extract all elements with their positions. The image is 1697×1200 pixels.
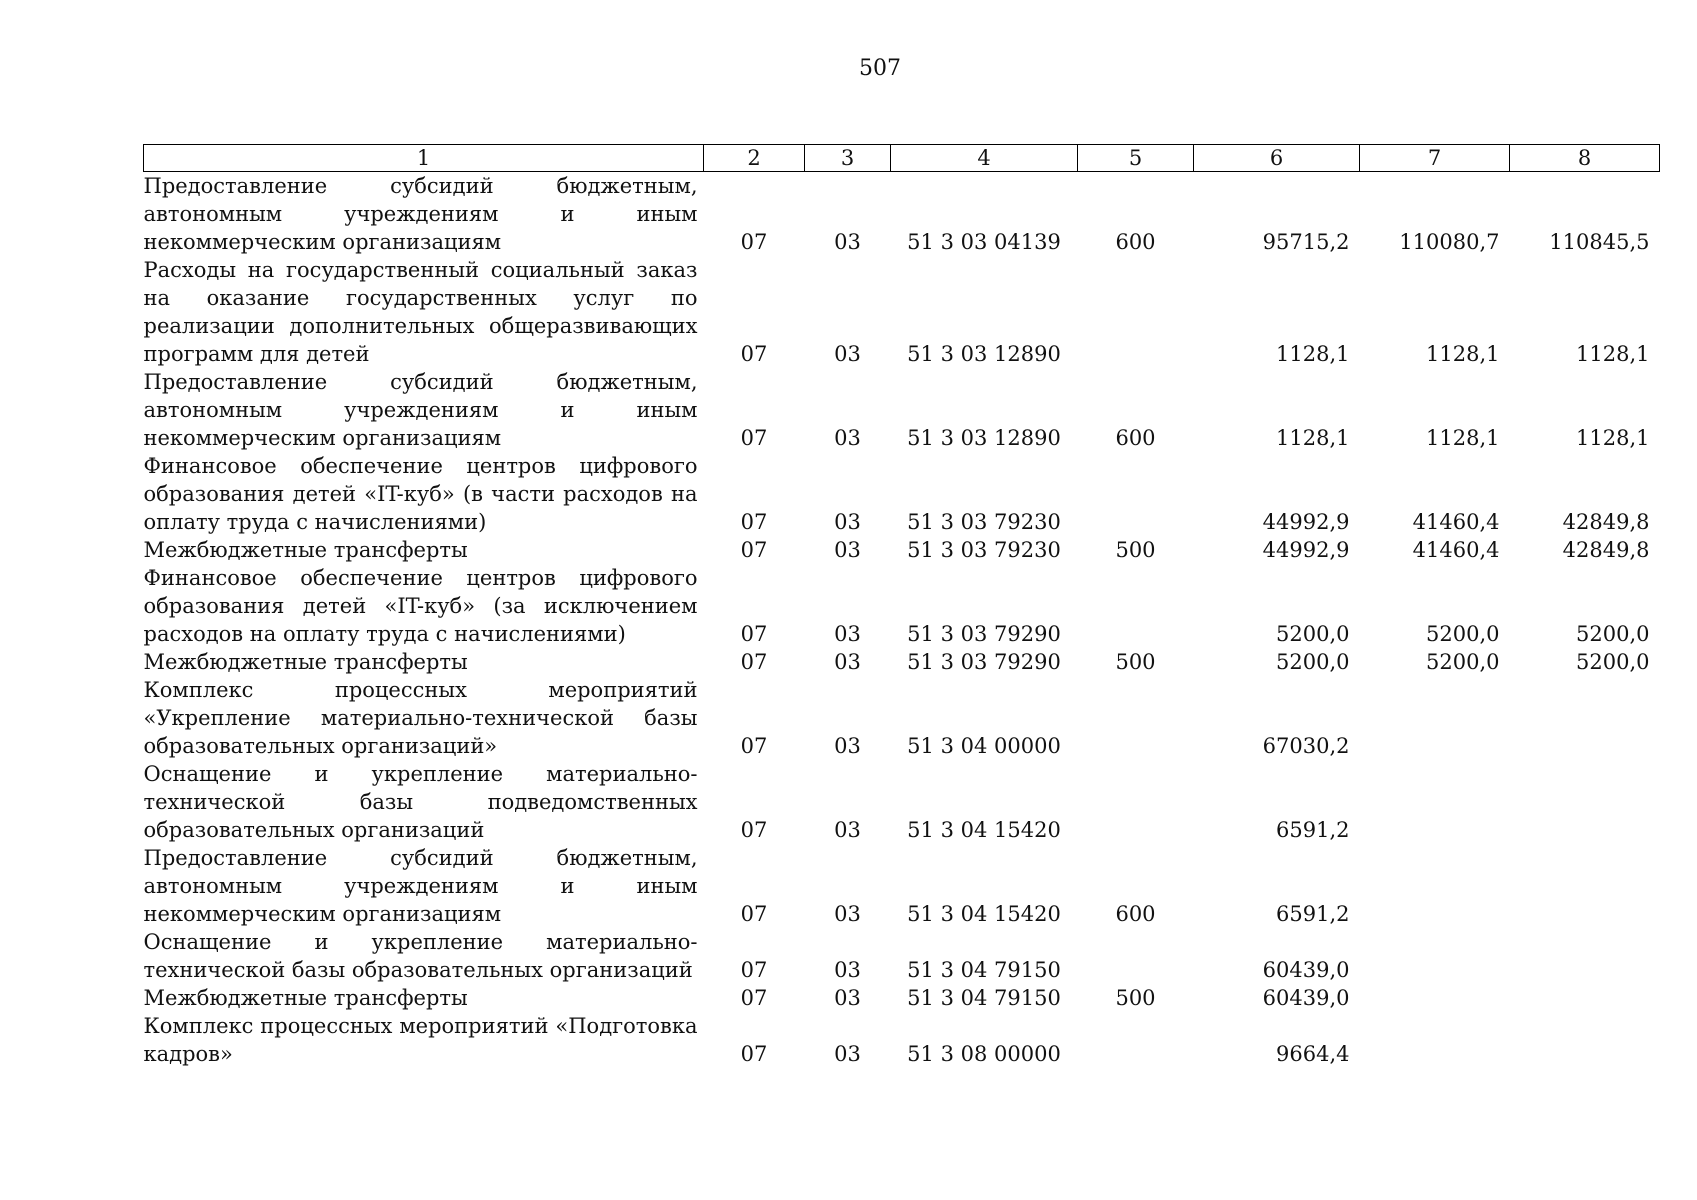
target-article-code: 51 3 08 00000 (907, 1042, 1061, 1066)
amount-col-6: 44992,9 (1262, 510, 1350, 534)
row-description: Межбюджетные трансферты (143, 538, 468, 562)
subsection-code: 03 (834, 230, 861, 254)
subsection-code: 03 (834, 986, 861, 1010)
target-article-code: 51 3 03 79230 (907, 510, 1061, 534)
expense-type-code: 600 (1115, 426, 1156, 450)
target-article-code: 51 3 03 79290 (907, 622, 1061, 646)
amount-col-8: 42849,8 (1562, 510, 1650, 534)
amount-col-8 (1510, 676, 1660, 760)
amount-col-7: 41460,4 (1412, 538, 1500, 562)
page-number: 507 (859, 56, 901, 81)
column-header: 1 (144, 145, 704, 172)
expense-type-code (1078, 676, 1194, 760)
row-description: Финансовое обеспечение центров цифрового образования детей «IT-куб» (в части расходов на оплату труда с начислениями) (143, 454, 698, 534)
amount-col-8 (1510, 760, 1660, 844)
amount-col-7: 1128,1 (1426, 342, 1500, 366)
table-row (144, 536, 1660, 564)
target-article-code: 51 3 03 12890 (907, 342, 1061, 366)
amount-col-7 (1360, 676, 1510, 760)
section-code: 07 (740, 426, 768, 450)
column-header: 4 (891, 145, 1078, 172)
amount-col-8: 1128,1 (1576, 426, 1650, 450)
table-row (144, 564, 1660, 648)
target-article-code: 51 3 04 00000 (907, 734, 1061, 758)
column-header: 7 (1360, 145, 1510, 172)
table-row (144, 760, 1660, 844)
column-header: 6 (1194, 145, 1360, 172)
section-code: 07 (740, 230, 768, 254)
target-article-code: 51 3 04 15420 (907, 818, 1061, 842)
column-header: 2 (704, 145, 805, 172)
subsection-code: 03 (834, 1042, 861, 1066)
table-row (144, 928, 1660, 984)
amount-col-7: 41460,4 (1412, 510, 1500, 534)
table-row (144, 648, 1660, 676)
table-row (144, 844, 1660, 928)
subsection-code: 03 (834, 734, 861, 758)
section-code: 07 (740, 986, 768, 1010)
table-row (144, 676, 1660, 760)
subsection-code: 03 (834, 818, 861, 842)
amount-col-6: 6591,2 (1276, 818, 1350, 842)
target-article-code: 51 3 04 79150 (907, 958, 1061, 982)
expense-type-code: 600 (1115, 230, 1156, 254)
subsection-code: 03 (834, 650, 861, 674)
amount-col-8: 42849,8 (1562, 538, 1650, 562)
target-article-code: 51 3 03 79290 (907, 650, 1061, 674)
table-row (144, 984, 1660, 1012)
amount-col-8 (1510, 928, 1660, 984)
amount-col-7: 1128,1 (1426, 426, 1500, 450)
table-row (144, 172, 1660, 257)
expense-type-code (1078, 256, 1194, 368)
amount-col-7: 5200,0 (1426, 622, 1500, 646)
amount-col-8: 5200,0 (1576, 622, 1650, 646)
row-description: Оснащение и укрепление материально-технической базы образовательных организаций (143, 930, 698, 982)
column-header: 5 (1078, 145, 1194, 172)
amount-col-6: 60439,0 (1262, 986, 1350, 1010)
row-description: Комплекс процессных мероприятий «Подготовка кадров» (143, 1014, 698, 1066)
table-row (144, 256, 1660, 368)
row-description: Предоставление субсидий бюджетным, автономным учреждениям и иным некоммерческим организациям (143, 846, 698, 926)
row-description: Предоставление субсидий бюджетным, автономным учреждениям и иным некоммерческим организациям (143, 370, 698, 450)
section-code: 07 (740, 818, 768, 842)
section-code: 07 (740, 958, 768, 982)
table-row (144, 368, 1660, 452)
subsection-code: 03 (834, 342, 861, 366)
amount-col-6: 5200,0 (1276, 650, 1350, 674)
amount-col-7 (1360, 1012, 1510, 1068)
amount-col-7: 5200,0 (1426, 650, 1500, 674)
subsection-code: 03 (834, 538, 861, 562)
amount-col-7 (1360, 928, 1510, 984)
column-header: 8 (1510, 145, 1660, 172)
amount-col-8: 110845,5 (1549, 230, 1650, 254)
row-description: Оснащение и укрепление материально-технической базы подведомственных образовательных организаций (143, 762, 698, 842)
table-row (144, 1012, 1660, 1068)
row-description: Межбюджетные трансферты (143, 650, 468, 674)
amount-col-6: 5200,0 (1276, 622, 1350, 646)
amount-col-6: 6591,2 (1276, 902, 1350, 926)
subsection-code: 03 (834, 902, 861, 926)
section-code: 07 (740, 734, 768, 758)
amount-col-6: 95715,2 (1262, 230, 1350, 254)
section-code: 07 (740, 510, 768, 534)
section-code: 07 (740, 538, 768, 562)
section-code: 07 (740, 342, 768, 366)
section-code: 07 (740, 622, 768, 646)
expense-type-code (1078, 928, 1194, 984)
amount-col-6: 1128,1 (1276, 426, 1350, 450)
subsection-code: 03 (834, 510, 861, 534)
amount-col-7 (1360, 984, 1510, 1012)
amount-col-8 (1510, 1012, 1660, 1068)
expense-type-code: 500 (1115, 650, 1156, 674)
row-description: Комплекс процессных мероприятий «Укрепление материально-технической базы образовательных организаций» (143, 678, 698, 758)
subsection-code: 03 (834, 958, 861, 982)
amount-col-7: 110080,7 (1399, 230, 1500, 254)
row-description: Предоставление субсидий бюджетным, автономным учреждениям и иным некоммерческим организациям (143, 174, 698, 254)
subsection-code: 03 (834, 426, 861, 450)
section-code: 07 (740, 1042, 768, 1066)
amount-col-8: 5200,0 (1576, 650, 1650, 674)
row-description: Финансовое обеспечение центров цифрового образования детей «IT-куб» (за исключением расходов на оплату труда с начислениями) (143, 566, 698, 646)
amount-col-6: 9664,4 (1276, 1042, 1350, 1066)
amount-col-6: 44992,9 (1262, 538, 1350, 562)
target-article-code: 51 3 03 79230 (907, 538, 1061, 562)
amount-col-8 (1510, 844, 1660, 928)
amount-col-8: 1128,1 (1576, 342, 1650, 366)
expense-type-code (1078, 564, 1194, 648)
expense-type-code (1078, 452, 1194, 536)
target-article-code: 51 3 04 79150 (907, 986, 1061, 1010)
amount-col-6: 60439,0 (1262, 958, 1350, 982)
section-code: 07 (740, 650, 768, 674)
target-article-code: 51 3 03 04139 (907, 230, 1061, 254)
section-code: 07 (740, 902, 768, 926)
target-article-code: 51 3 04 15420 (907, 902, 1061, 926)
amount-col-8 (1510, 984, 1660, 1012)
expense-type-code (1078, 760, 1194, 844)
expense-type-code: 500 (1115, 986, 1156, 1010)
header-row (144, 145, 1660, 172)
amount-col-6: 1128,1 (1276, 342, 1350, 366)
amount-col-7 (1360, 760, 1510, 844)
amount-col-6: 67030,2 (1262, 734, 1350, 758)
row-description: Межбюджетные трансферты (143, 986, 468, 1010)
expense-type-code (1078, 1012, 1194, 1068)
column-header: 3 (805, 145, 891, 172)
expense-type-code: 600 (1115, 902, 1156, 926)
table-row (144, 452, 1660, 536)
budget-table (143, 144, 1660, 1068)
expense-type-code: 500 (1115, 538, 1156, 562)
subsection-code: 03 (834, 622, 861, 646)
target-article-code: 51 3 03 12890 (907, 426, 1061, 450)
row-description: Расходы на государственный социальный заказ на оказание государственных услуг по реализации дополнительных общеразвивающих программ для детей (143, 258, 698, 366)
amount-col-7 (1360, 844, 1510, 928)
